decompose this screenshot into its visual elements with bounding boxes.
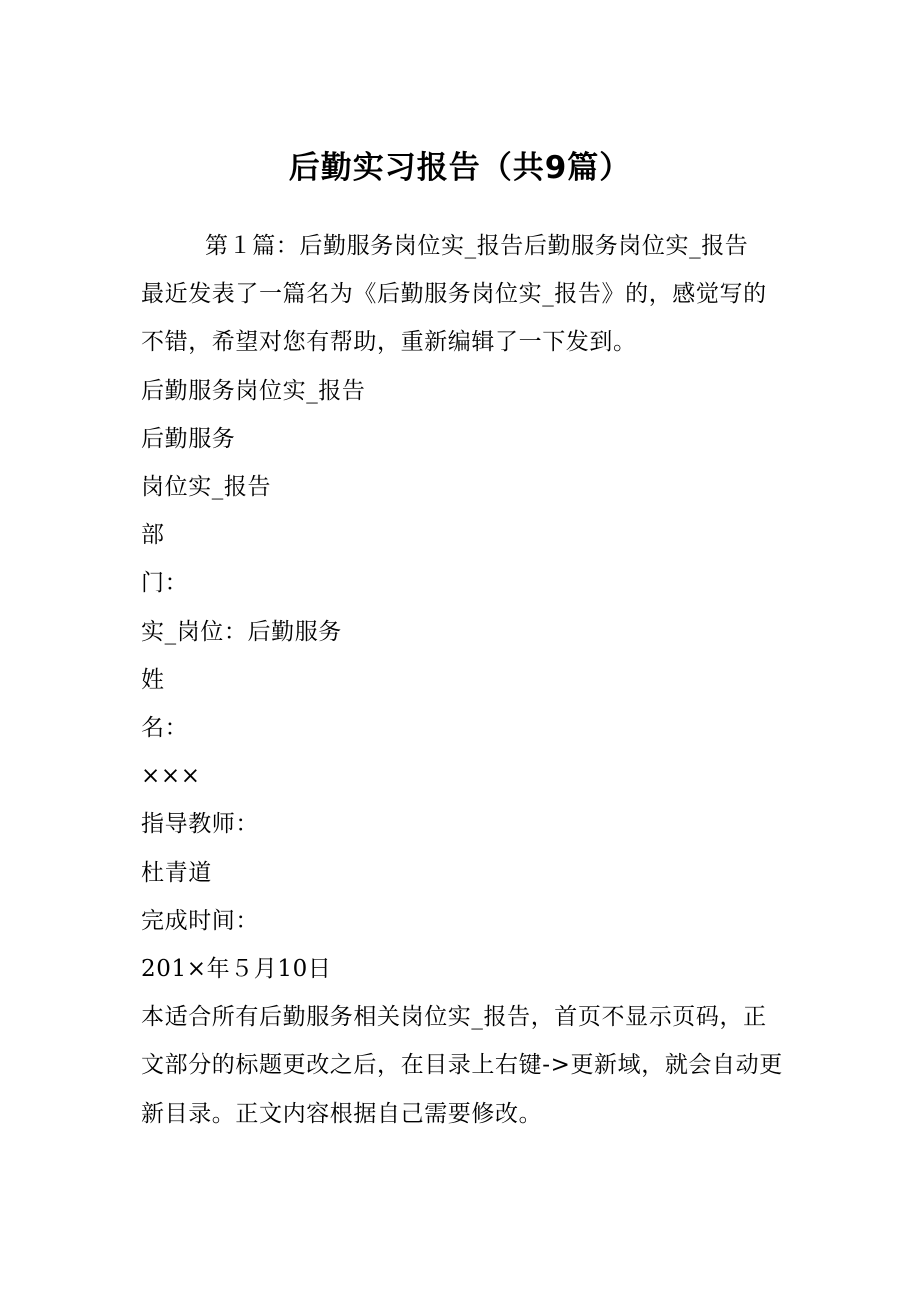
completion-label: 完成时间： (141, 907, 259, 934)
cover-line-service: 后勤服务 (141, 425, 236, 452)
document-body (141, 222, 786, 1138)
name-label-part2: 名： (141, 715, 189, 742)
position-line: 实_岗位：后勤服务 (141, 618, 342, 645)
department-label-part1: 部 (141, 522, 165, 549)
report-title-line: 后勤服务岗位实_报告 (141, 377, 366, 404)
advisor-label: 指导教师： (141, 811, 259, 838)
name-label-part1: 姓 (141, 666, 165, 693)
advisor-value: 杜青道 (141, 859, 212, 886)
department-label-part2: 门： (141, 570, 189, 597)
document-title: 后勤实习报告（共9篇） (288, 150, 632, 186)
chapter-heading: 第１篇：后勤服务岗位实_报告后勤服务岗位实_报告 (205, 233, 749, 259)
cover-line-report: 岗位实_报告 (141, 474, 272, 501)
usage-note-paragraph: 本适合所有后勤服务相关岗位实_报告，首页不显示页码，正文部分的标题更改之后，在目录上右键->更新域，就会自动更新目录。正文内容根据自己需要修改。 (141, 1004, 783, 1127)
intro-paragraph: 最近发表了一篇名为《后勤服务岗位实_报告》的，感觉写的不错，希望对您有帮助，重新编辑了一下发到。 (141, 281, 767, 356)
name-value: ××× (141, 763, 201, 790)
completion-date: 201×年５月10日 (141, 956, 332, 983)
